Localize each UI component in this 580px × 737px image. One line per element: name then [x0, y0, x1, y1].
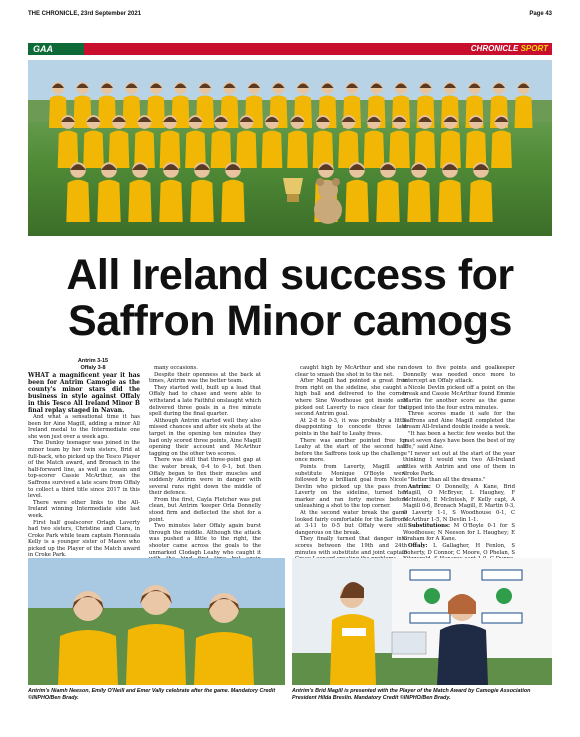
score-offaly: Offaly 3-8: [80, 364, 106, 371]
paragraph: Points from Laverty, Magill and substitute Monique O'Boyle were followed by a brilliant goal from Nicole Devlin who picked up the pass from Laverty on the sideline, turned her marker and ran forty metres before unleashing a shot to the top corner.: [295, 463, 407, 510]
headline-line-2: Saffron Minor camogs: [68, 297, 512, 345]
paragraph: Despite their openness at the back at times, Antrim was the better team.: [149, 371, 261, 385]
paragraph: Two minutes later Offaly again burst through the middle. Although the attack was pushed a little to the right, the shooter came across the goals to the unmarked Clodagh Leahy who caught it: [149, 523, 261, 556]
subs-label: Substitutions:: [408, 523, 450, 530]
paragraph: many occasions.: [154, 365, 198, 371]
player-figure: [190, 162, 213, 222]
issue-date: THE CHRONICLE, 23rd September 2021: [28, 11, 142, 17]
award-illustration: [292, 558, 552, 685]
section-label-gaa: GAA: [28, 43, 84, 55]
player-figure: [97, 162, 120, 222]
score-antrim: Antrim 3-15: [77, 358, 109, 364]
paragraph: First half goalscorer Orlagh Laverty had two sisters, Christine and Ciara, in Croke Park while team captain Fionnuala Kelly is a younger sister of Maeve who picked up the Player of the Match award in Croke Park.: [28, 519, 140, 559]
paragraph: From the first, Cayla Fletcher was put clean, but Antrim 'keeper Orla Donnelly stood firm and deflected the shot for a point.: [149, 496, 261, 523]
antrim-substitutions: [403, 523, 515, 543]
teddy-bear-icon: [314, 178, 342, 224]
player-figure: [407, 162, 430, 222]
paragraph: "It has been a hectic few weeks but the past seven days have been the best of my life," said Aine.: [403, 430, 515, 451]
player-figure: [345, 162, 368, 222]
paragraph: There were other links to the All-Ireland winning Intermediate side last week.: [28, 499, 140, 519]
article-lede: WHAT a magnificent year it has been for Antrim Camogie as the county's minor stars did the business in style against Offaly in this Tesco All Ireland Minor B final replay staged in Navan.: [28, 372, 140, 414]
photo-caption-right: Antrim's Brid Magill is presented with the Player of the Match Award by Camogie Association President Hilda Breslin. Mandatory Credit ©INPHO/Ben Brady.: [292, 688, 531, 701]
player-figure: [66, 162, 89, 222]
paragraph: "Better than all the dreams.": [408, 477, 486, 484]
player-figure: [221, 162, 244, 222]
team-photo: [28, 60, 552, 236]
player-figure: [159, 162, 182, 222]
brand-sub: SPORT: [520, 44, 548, 53]
player-figure: [469, 162, 492, 222]
paragraph: down to five points and goalkeeper Donnelly was needed once more to intercept an Offaly attack.: [403, 365, 515, 385]
celebration-illustration: [28, 558, 285, 685]
team-photo-illustration: [28, 60, 552, 236]
paragraph: The Dunloy teenager was joined in the minor team by her twin sisters, Brid at full-back, who picked up the Tesco Player of the Match award, and Bronach in the half-forward line, as well as cousin and top-scorer Cassie McArthur, as the Saffrons survived a late scare from Offaly to collect a third title since 2017 in this level.: [28, 440, 140, 500]
award-plaque-icon: [392, 632, 426, 654]
player-figure: [128, 162, 151, 222]
paragraph: There was still that three-point gap at the water break, 0-4 to 0-1, but then Offaly began to flex their muscles and suddenly Antrim were in danger with several runs right down the middle of their defence.: [149, 457, 261, 497]
paragraph: "I never set out at the start of the year thinking I would win two All-Ireland titles with Antrim and one of them in Croke Park.: [403, 450, 515, 477]
celebration-photo: [28, 558, 285, 685]
player-figure: [438, 162, 461, 222]
antrim-label: Antrim:: [408, 483, 431, 490]
offaly-players: L Gallagher, H Fenlon, S Doherty, D Connor, C Moore, O Phelan, S: [403, 543, 515, 556]
chronicle-sport-logo: [471, 43, 552, 55]
trophy-icon: [283, 178, 303, 202]
brand-main: CHRONICLE: [470, 44, 519, 53]
paragraph: Three scores made it safe for the Saffrons and Aine Magill completed the dream All-Ireland double inside a week.: [403, 411, 515, 431]
paragraph: There was another pointed free for Leahy at the start of the second half before the Saffrons took up the challenge once more.: [295, 437, 407, 464]
paragraph: They started well, built up a lead that Offaly had to chase and were able to withstand a late Faithful onslaught which delivered three goals in a five minute spell during the final quarter.: [149, 384, 261, 418]
headline-line-1: All Ireland success for: [66, 251, 514, 299]
paragraph: After Magill had pointed a great free from right on the sideline, she caught a high ball and delivered to the corner where Sine Woodhouse got inside and picked out Laverty to race clear for the second Antrim goal.: [295, 378, 407, 418]
paragraph: Nicole Devlin picked off a point on the break and Cassie McArthur found Emmie Martin for another score as the game slipped into the four extra minutes.: [403, 384, 515, 411]
paragraph: And what a sensational time it has been for Aine Magill, adding a minor All Ireland medal to the Intermediate one she won just over a week ago.: [28, 414, 140, 440]
antrim-players: O Donnelly, A Kane, Brid Magill, O McBryer, L Haughey, F McIntosh, E McIntosh, F Kelly capt, A Magill 0-6, Bronach Magill, E Martin 0-3, O Laverty 1-1, S Woodhouse 0-1, C McArthur 1-5, N Devlin 1-1.: [403, 483, 515, 523]
player-figure: [376, 162, 399, 222]
photo-caption-left: Antrim's Niamh Neeson, Emily O'Neill and Emer Vally celebrate after the game. Mandatory Credit ©INPHO/Ben Brady.: [28, 688, 276, 701]
offaly-label: Offaly:: [408, 543, 428, 550]
page-header: [28, 11, 552, 21]
paragraph: Although Antrim started well they also missed chances and after six shots at the target in the opening ten minutes they had only scored three points, Aine Magill opening their account and McArthur tagging on the other two scores.: [149, 417, 261, 457]
paragraph: At 2-8 to 0-3, it was probably a little disappointing to concede three late points in the half to Leahy frees.: [295, 417, 407, 437]
paragraph: caught high by McArthur and she ran clear to smash the shot in to the net.: [295, 365, 407, 378]
antrim-team-list: [403, 484, 515, 524]
award-photo: [292, 558, 552, 685]
subs-text: M O'Boyle 0-1 for S Woodhouse; N Neeson for L Haughey; E Graham for A Kane.: [403, 523, 515, 543]
paragraph: They finally turned that danger into scores between the 19th and 24th minutes with substitute and joint captain: [295, 536, 407, 556]
page-number: Page 43: [529, 11, 552, 17]
paragraph: At the second water break the game looked fairly comfortable for the Saffrons at 3-11 to 0-5 but Offaly were still dangerous on the break.: [295, 510, 407, 536]
